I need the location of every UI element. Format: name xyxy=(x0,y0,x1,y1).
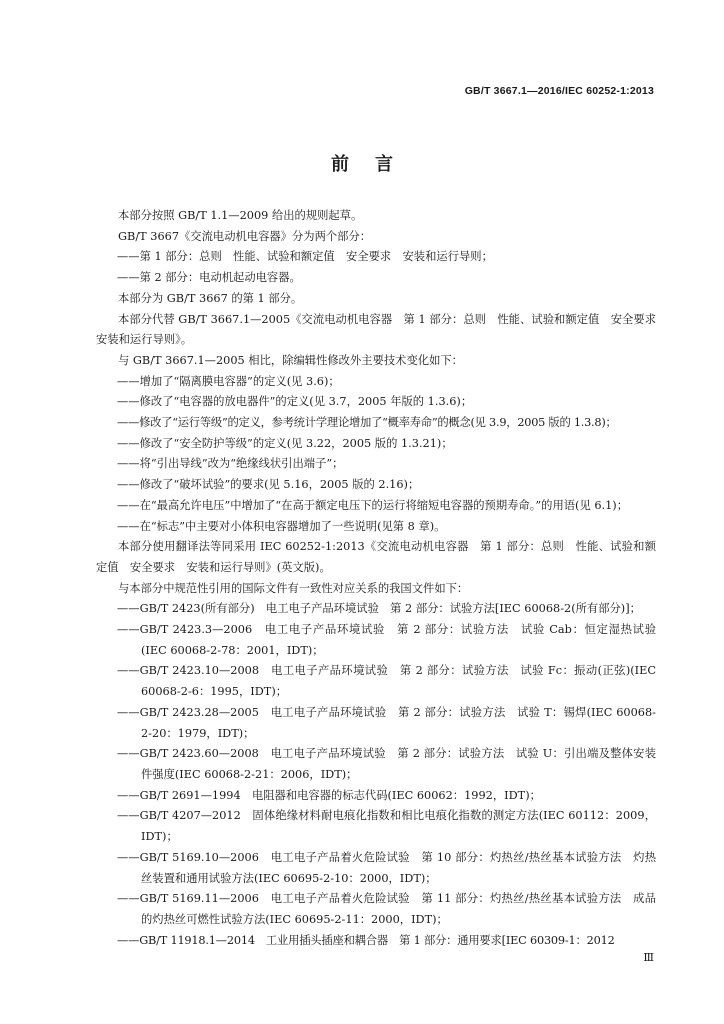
list-item: ——在“标志”中主要对小体积电容器增加了一些说明(见第 8 章)。 xyxy=(117,519,446,533)
page-title: 前言 xyxy=(331,154,419,175)
list-item: ——修改了“电容器的放电器件”的定义(见 3.7，2005 年版的 1.3.6)； xyxy=(117,395,473,409)
list-item: ——GB/T 2423.28—2005 电工电子产品环境试验 第 2 部分：试验方法 试验 T：锡焊(IEC 60068-2-20：1979，IDT)； xyxy=(117,705,656,740)
paragraph: 本部分代替 GB/T 3667.1—2005《交流电动机电容器 第 1 部分：总则 性能、试验和额定值 安全要求 安装和运行导则》。 xyxy=(96,312,668,347)
list-item: ——GB/T 4207—2012 固体绝缘材料耐电痕化指数和相比电痕化指数的测定方法(IEC 60112：2009，IDT)； xyxy=(117,809,656,844)
list-item: ——将“引出导线”改为“绝缘线状引出端子”； xyxy=(117,457,344,471)
list-item: ——GB/T 2691—1994 电阻器和电容器的标志代码(IEC 60062：1992，IDT)； xyxy=(117,788,541,802)
paragraph: 本部分为 GB/T 3667 的第 1 部分。 xyxy=(118,291,303,305)
list-item: ——增加了“隔离膜电容器”的定义(见 3.6)； xyxy=(117,374,340,388)
list-item: ——GB/T 2423(所有部分) 电工电子产品环境试验 第 2 部分：试验方法[IEC 60068-2(所有部分)]； xyxy=(117,602,641,616)
list-item: ——修改了“破坏试验”的要求(见 5.16，2005 版的 2.16)； xyxy=(117,478,420,492)
list-item: ——GB/T 2423.10—2008 电工电子产品环境试验 第 2 部分：试验方法 试验 Fc：振动(正弦)(IEC 60068-2-6：1995，IDT)； xyxy=(117,664,656,699)
list-item: ——修改了“安全防护等级”的定义(见 3.22，2005 版的 1.3.21)； xyxy=(117,436,453,450)
list-item: ——GB/T 5169.11—2006 电工电子产品着火危险试验 第 11 部分：灼热丝/热丝基本试验方法 成品的灼热丝可燃性试验方法(IEC 60695-2-11：2000，IDT)； xyxy=(117,892,656,926)
page-number: Ⅲ xyxy=(643,951,654,964)
document-body xyxy=(96,206,668,951)
list-item: ——GB/T 5169.10—2006 电工电子产品着火危险试验 第 10 部分：灼热丝/热丝基本试验方法 灼热丝装置和通用试验方法(IEC 60695-2-10：2000，IDT)； xyxy=(117,850,656,885)
list-item: ——GB/T 11918.1—2014 工业用插头插座和耦合器 第 1 部分：通用要求[IEC 60309-1：2012 xyxy=(117,933,615,947)
paragraph: 与 GB/T 3667.1—2005 相比，除编辑性修改外主要技术变化如下： xyxy=(118,353,463,367)
paragraph: GB/T 3667《交流电动机电容器》分为两个部分： xyxy=(118,229,372,243)
paragraph: 本部分按照 GB/T 1.1—2009 给出的规则起草。 xyxy=(118,209,363,222)
list-item: ——在“最高允许电压”中增加了“在高于额定电压下的运行将缩短电容器的预期寿命。”的用语(见 6.1)； xyxy=(117,498,628,512)
list-item: ——修改了“运行等级”的定义，参考统计学理论增加了“概率寿命”的概念(见 3.9，2005 版的 1.3.8)； xyxy=(117,416,617,430)
paragraph: 本部分使用翻译法等同采用 IEC 60252-1:2013《交流电动机电容器 第 1 部分：总则 性能、试验和额定值 安全要求 安装和运行导则》(英文版)。 xyxy=(96,540,656,574)
list-item: ——GB/T 2423.3—2006 电工电子产品环境试验 第 2 部分：试验方法 试验 Cab：恒定湿热试验(IEC 60068-2-78：2001，IDT)； xyxy=(117,623,656,657)
standard-id-header: GB/T 3667.1—2016/IEC 60252-1:2013 xyxy=(464,85,654,97)
paragraph: 与本部分中规范性引用的国际文件有一致性对应关系的我国文件如下： xyxy=(118,581,469,595)
list-item: ——第 2 部分：电动机起动电容器。 xyxy=(117,271,301,285)
list-item: ——第 1 部分：总则 性能、试验和额定值 安全要求 安装和运行导则； xyxy=(117,250,493,264)
list-item: ——GB/T 2423.60—2008 电工电子产品环境试验 第 2 部分：试验方法 试验 U：引出端及整体安装件强度(IEC 60068-2-21：2006，IDT)； xyxy=(117,747,656,781)
